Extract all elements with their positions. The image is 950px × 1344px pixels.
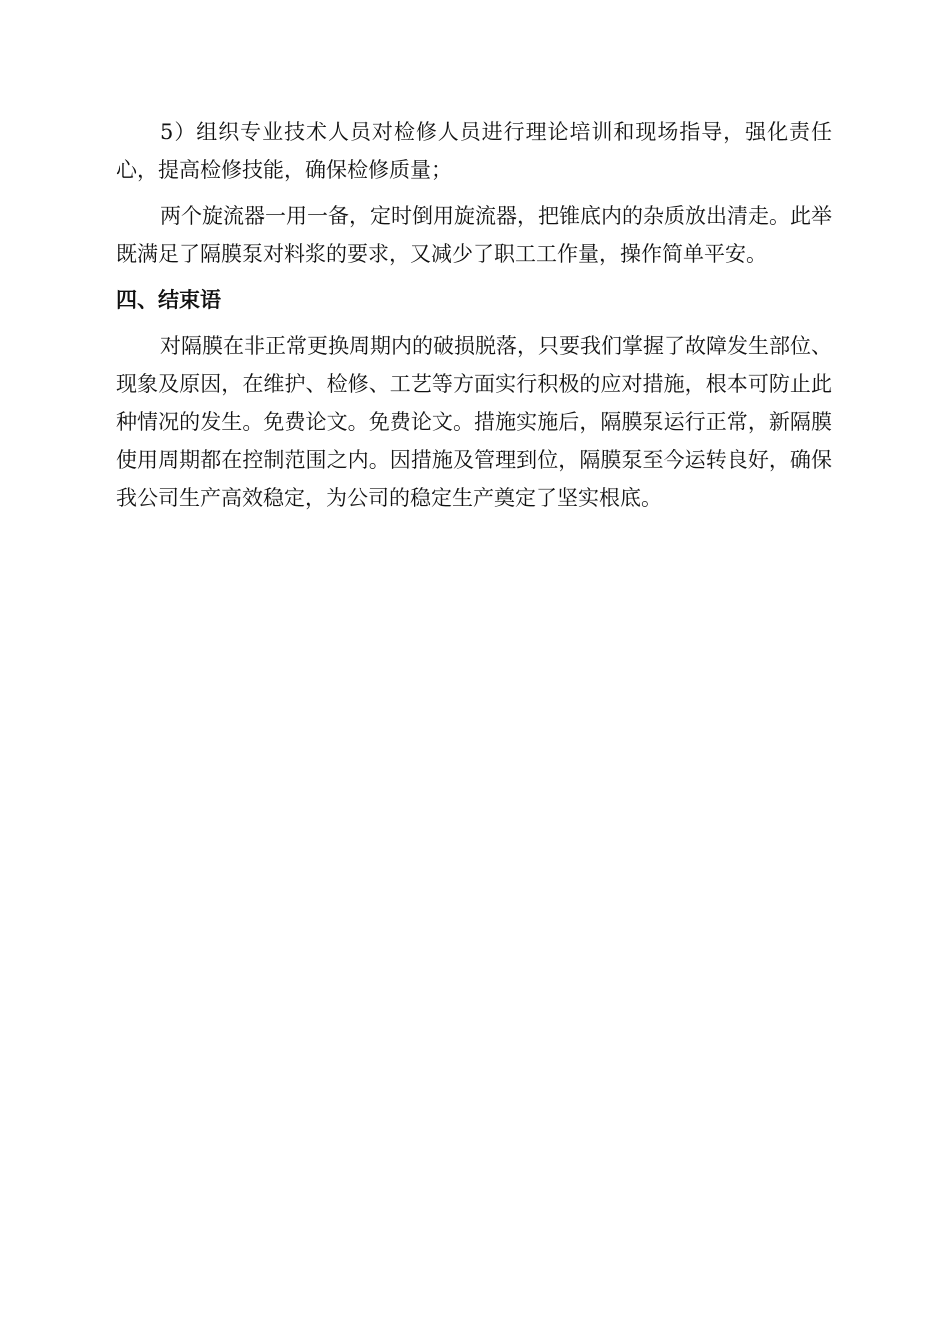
paragraph-conclusion: 对隔膜在非正常更换周期内的破损脱落，只要我们掌握了故障发生部位、现象及原因，在维护、检修、工艺等方面实行积极的应对措施，根本可防止此种情况的发生。免费论文。免费论文。措施实施后，隔膜泵运行正常，新隔膜使用周期都在控制范围之内。因措施及管理到位，隔膜泵至今运转良好，确保我公司生产高效稳定，为公司的稳定生产奠定了坚实根底。 [116,334,832,510]
paragraph-cyclone: 两个旋流器一用一备，定时倒用旋流器，把锥底内的杂质放出清走。此举既满足了隔膜泵对料浆的要求，又减少了职工工作量，操作简单平安。 [116,204,832,266]
document-body [116,113,832,525]
paragraph-training: 5）组织专业技术人员对检修人员进行理论培训和现场指导，强化责任心，提高检修技能，确保检修质量； [116,120,832,182]
section-heading-conclusion: 四、结束语 [116,288,221,312]
